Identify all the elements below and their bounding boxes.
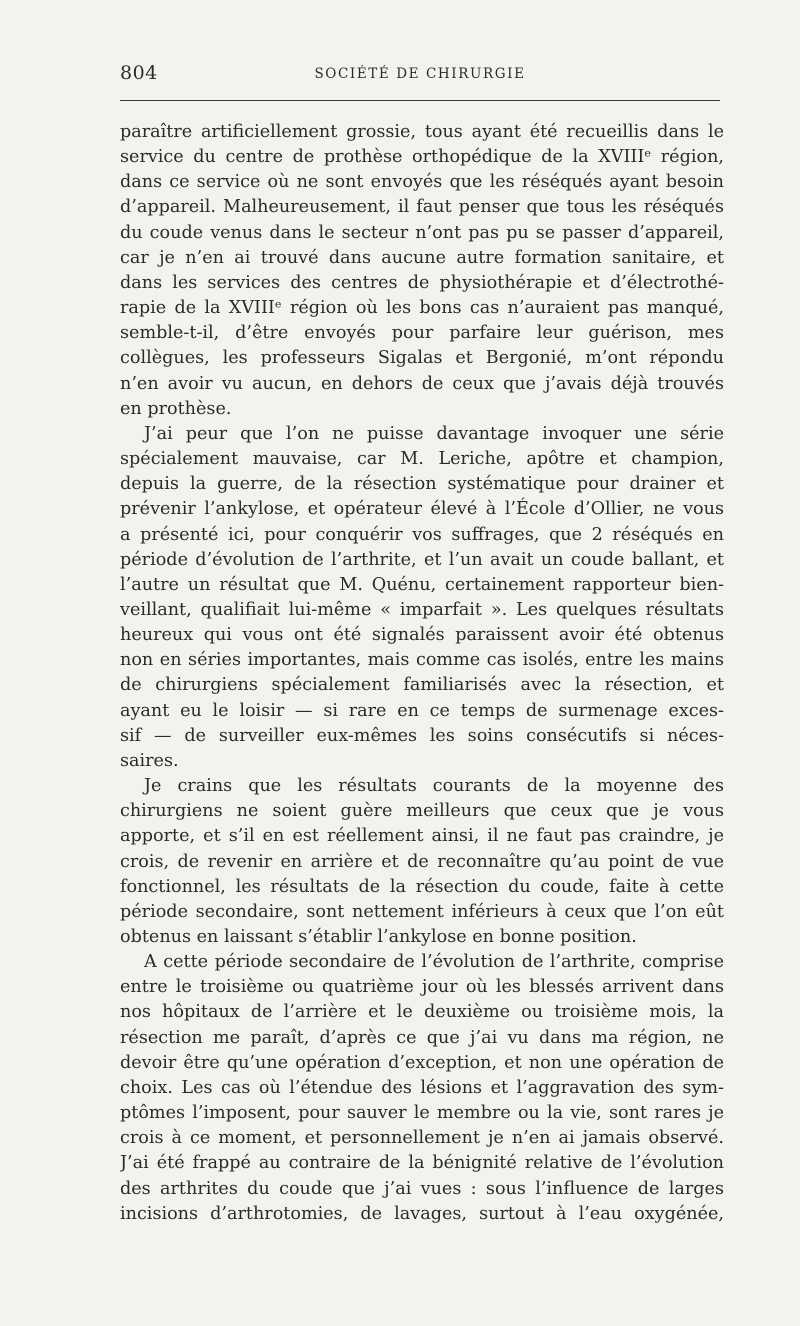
running-head: SOCIÉTÉ DE CHIRURGIE: [314, 66, 526, 82]
text-line: choix. Les cas où l’étendue des lésions et l’aggravation des sym-: [120, 1077, 724, 1098]
text-line: d’appareil. Malheureusement, il faut penser que tous les réséqués: [120, 197, 724, 218]
text-line: prévenir l’ankylose, et opérateur élevé à l’École d’Ollier, ne vous: [120, 499, 724, 520]
text-line: ayant eu le loisir — si rare en ce temps de surmenage exces-: [120, 700, 724, 721]
text-line: résection me paraît, d’après ce que j’ai vu dans ma région, ne: [120, 1027, 724, 1048]
text-line: rapie de la XVIIIᵉ région où les bons cas n’auraient pas manqué,: [120, 298, 724, 319]
text-line: des arthrites du coude que j’ai vues : sous l’influence de larges: [120, 1178, 724, 1199]
text-line: depuis la guerre, de la résection systématique pour drainer et: [120, 474, 724, 495]
text-line: n’en avoir vu aucun, en dehors de ceux que j’avais déjà trouvés: [120, 373, 724, 394]
text-line: Je crains que les résultats courants de la moyenne des: [144, 776, 724, 797]
text-line: obtenus en laissant s’établir l’ankylose en bonne position.: [120, 927, 637, 947]
page-number: 804: [120, 62, 158, 84]
body-text: [120, 120, 724, 1227]
text-line: de chirurgiens spécialement familiarisés avec la résection, et: [120, 675, 724, 696]
text-line: veillant, qualifiait lui-même « imparfait ». Les quelques résultats: [120, 599, 724, 620]
text-line: non en séries importantes, mais comme cas isolés, entre les mains: [120, 650, 724, 671]
text-line: A cette période secondaire de l’évolution de l’arthrite, comprise: [144, 952, 724, 973]
text-line: collègues, les professeurs Sigalas et Bergonié, m’ont répondu: [120, 348, 724, 369]
text-line: du coude venus dans le secteur n’ont pas pu se passer d’appareil,: [120, 222, 724, 243]
text-line: service du centre de prothèse orthopédique de la XVIIIᵉ région,: [120, 147, 724, 168]
paragraph: [120, 422, 724, 774]
paragraph: [120, 950, 724, 1227]
text-line: incisions d’arthrotomies, de lavages, surtout à l’eau oxygénée,: [120, 1203, 724, 1224]
text-line: sif — de surveiller eux-mêmes les soins consécutifs si néces-: [120, 725, 724, 746]
text-line: saires.: [120, 750, 179, 771]
text-line: car je n’en ai trouvé dans aucune autre formation sanitaire, et: [120, 247, 724, 268]
text-line: entre le troisième ou quatrième jour où les blessés arrivent dans: [120, 977, 724, 998]
text-line: J’ai été frappé au contraire de la bénignité relative de l’évolution: [120, 1153, 724, 1174]
text-line: fonctionnel, les résultats de la résection du coude, faite à cette: [120, 876, 724, 897]
header-rule: [120, 100, 720, 101]
text-line: crois, de revenir en arrière et de reconnaître qu’au point de vue: [120, 851, 724, 872]
text-line: période d’évolution de l’arthrite, et l’un avait un coude ballant, et: [120, 549, 724, 570]
text-line: a présenté ici, pour conquérir vos suffrages, que 2 réséqués en: [120, 524, 724, 545]
page-header: [120, 62, 720, 92]
text-line: chirurgiens ne soient guère meilleurs que ceux que je vous: [120, 801, 724, 822]
paragraph: [120, 120, 724, 422]
text-line: semble-t-il, d’être envoyés pour parfaire leur guérison, mes: [120, 323, 724, 344]
text-line: J’ai peur que l’on ne puisse davantage invoquer une série: [144, 423, 724, 444]
text-line: ptômes l’imposent, pour sauver le membre ou la vie, sont rares je: [120, 1103, 724, 1124]
text-line: apporte, et s’il en est réellement ainsi, il ne faut pas craindre, je: [120, 826, 724, 847]
text-line: période secondaire, sont nettement inférieurs à ceux que l’on eût: [120, 901, 724, 922]
text-line: dans les services des centres de physiothérapie et d’électrothé-: [120, 272, 724, 293]
text-line: dans ce service où ne sont envoyés que les réséqués ayant besoin: [120, 172, 724, 193]
text-line: nos hôpitaux de l’arrière et le deuxième ou troisième mois, la: [120, 1002, 724, 1023]
text-line: spécialement mauvaise, car M. Leriche, apôtre et champion,: [120, 449, 724, 470]
paragraph: [120, 774, 724, 950]
text-line: l’autre un résultat que M. Quénu, certainement rapporteur bien-: [120, 574, 724, 595]
text-line: crois à ce moment, et personnellement je n’en ai jamais observé.: [120, 1128, 724, 1149]
text-line: en prothèse.: [120, 398, 232, 419]
text-line: devoir être qu’une opération d’exception, et non une opération de: [120, 1052, 724, 1073]
text-line: heureux qui vous ont été signalés paraissent avoir été obtenus: [120, 625, 724, 646]
text-line: paraître artificiellement grossie, tous ayant été recueillis dans le: [120, 122, 724, 142]
